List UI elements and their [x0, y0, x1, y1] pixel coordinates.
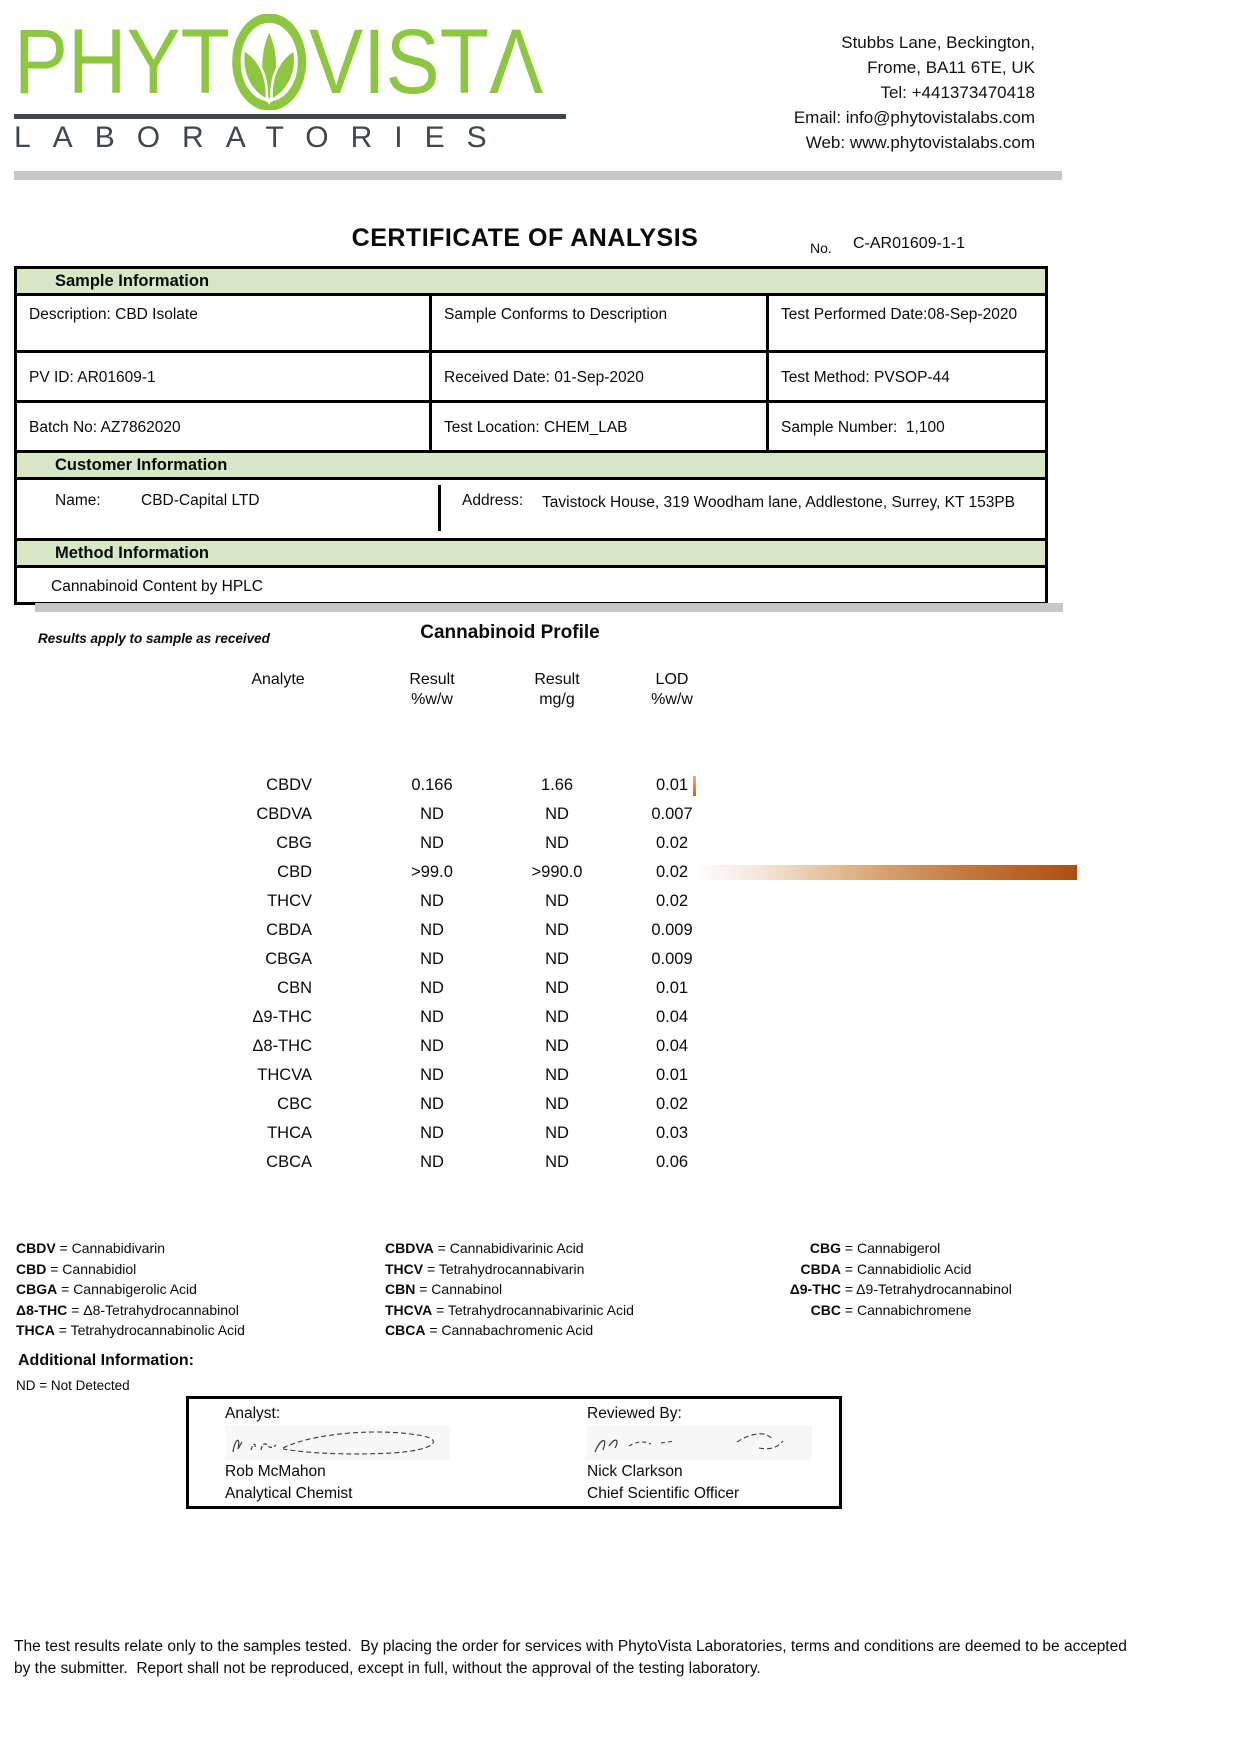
cannabinoid-row — [0, 916, 1240, 945]
cannabinoid-row — [0, 1148, 1240, 1177]
info-table — [14, 266, 1048, 605]
phytovista-logo — [14, 11, 615, 155]
lod-value: 0.01 — [655, 776, 689, 794]
result-percent-value: ND — [420, 1124, 444, 1142]
legend-definition: = Cannabidivarin — [55, 1240, 166, 1256]
logo-text-vista: VISTΛ — [309, 11, 544, 113]
lab-contact-info — [535, 30, 1035, 155]
result-percent-value: ND — [420, 1095, 444, 1113]
reviewer-signature — [587, 1426, 812, 1460]
conformity-cell: Sample Conforms to Description — [432, 296, 769, 350]
cannabinoid-row — [0, 1090, 1240, 1119]
result-mgg-value: ND — [545, 1124, 569, 1142]
cannabinoid-row — [0, 771, 1240, 800]
batch-no-cell: Batch No: AZ7862020 — [17, 403, 432, 450]
result-mgg-value: ND — [545, 834, 569, 852]
received-date-cell: Received Date: 01-Sep-2020 — [432, 353, 769, 400]
lod-value: 0.03 — [655, 1124, 689, 1142]
cannabinoid-row — [0, 1061, 1240, 1090]
legend-abbr: CBD — [16, 1260, 47, 1277]
analyst-role: Analytical Chemist — [225, 1485, 353, 1502]
legend-definition: = Tetrahydrocannabivarin — [423, 1260, 585, 1277]
lod-value: 0.06 — [655, 1153, 689, 1171]
legend-entry — [16, 1279, 245, 1300]
result-percent-value: ND — [420, 1008, 444, 1026]
reviewer-role: Chief Scientific Officer — [587, 1485, 740, 1502]
cbdv-value-bar — [693, 776, 696, 796]
analyte-name: CBC — [277, 1095, 312, 1113]
reviewer-signature-icon — [587, 1426, 812, 1460]
legend-definition: = Cannabinol — [415, 1281, 503, 1297]
legend-abbr: Δ8-THC — [16, 1301, 68, 1318]
legend-definition: = Cannabidiol — [46, 1260, 137, 1277]
sample-information-header: Sample Information — [17, 269, 1045, 296]
sample-info-row-2 — [17, 353, 1045, 403]
analyst-column — [225, 1399, 525, 1506]
legend-entry — [385, 1320, 634, 1341]
customer-name-value: CBD-Capital LTD — [141, 492, 260, 509]
legend-definition: = Cannabidivarinic Acid — [433, 1240, 584, 1256]
results-note: Results apply to sample as received — [38, 631, 270, 646]
analyte-name: THCV — [267, 892, 312, 910]
pv-id-cell: PV ID: AR01609-1 — [17, 353, 432, 400]
reviewer-column — [587, 1399, 827, 1506]
contact-phone: Tel: +441373470418 — [880, 83, 1035, 102]
logo-divider-rule — [14, 114, 566, 119]
analyte-name: THCVA — [257, 1066, 312, 1084]
lod-value: 0.009 — [651, 921, 693, 939]
result-percent-value: ND — [420, 950, 444, 968]
logo-text-phyt: PHYT — [14, 11, 230, 113]
result-percent-value: ND — [420, 805, 444, 823]
customer-address-label: Address: — [462, 492, 524, 509]
legend-entry — [385, 1259, 634, 1280]
result-mgg-value: ND — [545, 921, 569, 939]
result-mgg-value: ND — [545, 950, 569, 968]
contact-email: Email: info@phytovistalabs.com — [793, 108, 1035, 127]
legend-definition: = Tetrahydrocannabivarinic Acid — [432, 1301, 634, 1318]
section-separator-bar — [35, 603, 1063, 612]
legend-abbr: CBCA — [385, 1322, 426, 1338]
legend-abbr: CBN — [385, 1281, 416, 1297]
result-mgg-value: ND — [545, 892, 569, 910]
legend-abbr: CBC — [810, 1301, 841, 1318]
legend-entry — [16, 1238, 245, 1259]
legend-abbr: THCA — [16, 1322, 55, 1338]
legend-entry — [16, 1320, 245, 1341]
test-location-cell: Test Location: CHEM_LAB — [432, 403, 769, 450]
cannabinoid-row — [0, 887, 1240, 916]
customer-name-label: Name: — [55, 492, 101, 509]
legend-entry — [787, 1238, 1012, 1259]
lod-value: 0.02 — [655, 834, 689, 852]
result-mgg-value: ND — [545, 1037, 569, 1055]
result-percent-value: ND — [420, 921, 444, 939]
sample-number-cell: Sample Number: 1,100 — [781, 418, 945, 436]
analyte-header: Analyte — [251, 671, 305, 688]
result-mgg-value: ND — [545, 1153, 569, 1171]
legend-column-2 — [385, 1238, 634, 1341]
cbd-value-gradient-bar — [692, 865, 1077, 880]
cannabinoid-row — [0, 1003, 1240, 1032]
reviewer-name: Nick Clarkson — [587, 1463, 683, 1480]
result-percent-header: Result — [409, 671, 455, 688]
analyst-signature — [225, 1426, 450, 1460]
legend-abbr: CBDA — [800, 1260, 841, 1277]
result-percent-value: ND — [420, 979, 444, 997]
result-percent-unit: %w/w — [411, 691, 453, 708]
result-mgg-value: >990.0 — [531, 863, 583, 881]
cannabinoid-profile-title: Cannabinoid Profile — [420, 622, 600, 643]
legend-definition: = Cannabidiolic Acid — [841, 1260, 972, 1277]
result-mgg-unit: mg/g — [539, 691, 575, 708]
legend-entry — [385, 1279, 634, 1300]
test-performed-date-cell: Test Performed Date:08-Sep-2020 — [781, 306, 1018, 323]
legend-entry — [16, 1259, 245, 1280]
legend-definition: = Cannabigerol — [841, 1240, 941, 1256]
legend-definition: = Tetrahydrocannabinolic Acid — [54, 1322, 245, 1338]
lod-value: 0.01 — [655, 1066, 689, 1084]
lod-value: 0.01 — [655, 979, 689, 997]
analyte-name: CBN — [277, 979, 312, 997]
sample-info-row-3 — [17, 403, 1045, 453]
legend-column-3 — [787, 1238, 1012, 1320]
legend-definition: = Δ9-Tetrahydrocannabinol — [841, 1281, 1012, 1297]
contact-address-line1: Stubbs Lane, Beckington, — [841, 33, 1035, 52]
legend-definition: = Cannabachromenic Acid — [425, 1322, 594, 1338]
legend-definition: = Δ8-Tetrahydrocannabinol — [67, 1301, 239, 1318]
legend-column-1 — [16, 1238, 245, 1341]
disclaimer-text: The test results relate only to the samples tested. By placing the order for services with PhytoVista Laboratories, terms and conditions are deemed to be accepted by the submitter. Report shall not be reproduced, except in full, without the approval of the testing laboratory. — [14, 1638, 1132, 1677]
legend-entry — [385, 1300, 634, 1321]
customer-information-header: Customer Information — [17, 453, 1045, 480]
contact-address-line2: Frome, BA11 6TE, UK — [867, 58, 1035, 77]
lod-unit: %w/w — [651, 691, 693, 708]
legend-entry — [16, 1300, 245, 1321]
analyte-name: CBCA — [266, 1153, 312, 1171]
lod-value: 0.04 — [655, 1037, 689, 1055]
contact-web: Web: www.phytovistalabs.com — [805, 133, 1035, 152]
analyte-name: THCA — [267, 1124, 312, 1142]
analyte-name: CBD — [277, 863, 312, 881]
lod-header: LOD — [655, 671, 689, 688]
method-information-header: Method Information — [17, 541, 1045, 568]
nd-note: ND = Not Detected — [16, 1378, 130, 1393]
result-mgg-value: 1.66 — [540, 776, 574, 794]
cannabinoid-row — [0, 945, 1240, 974]
page-title: CERTIFICATE OF ANALYSIS — [351, 224, 699, 252]
description-cell: Description: CBD Isolate — [17, 296, 432, 350]
legend-entry — [787, 1259, 1012, 1280]
customer-name-cell — [17, 480, 432, 538]
legend-abbr: CBDV — [16, 1240, 56, 1256]
result-mgg-value: ND — [545, 1095, 569, 1113]
additional-information-title: Additional Information: — [18, 1352, 194, 1369]
legend-abbr: CBDVA — [385, 1240, 434, 1256]
logo-laboratories: LABORATORIES — [14, 121, 509, 154]
result-percent-value: 0.166 — [411, 776, 453, 794]
legend-definition: = Cannabichromene — [841, 1301, 972, 1318]
legend-abbr: THCVA — [385, 1301, 433, 1318]
customer-address-value: Tavistock House, 319 Woodham lane, Addlestone, Surrey, KT 153PB — [542, 494, 1016, 511]
analyst-signature-icon — [225, 1426, 450, 1460]
result-percent-value: >99.0 — [411, 863, 453, 881]
legend-abbr: CBG — [809, 1240, 841, 1256]
analyte-name: CBGA — [265, 950, 312, 968]
result-percent-value: ND — [420, 1066, 444, 1084]
customer-address-cell — [432, 480, 1087, 538]
cannabinoid-row — [0, 1119, 1240, 1148]
lod-value: 0.02 — [655, 892, 689, 910]
analyte-name: CBDA — [266, 921, 312, 939]
header-separator-bar — [14, 171, 1062, 180]
certificate-no-value: C-AR01609-1-1 — [853, 235, 966, 252]
result-mgg-value: ND — [545, 979, 569, 997]
legend-definition: = Cannabigerolic Acid — [57, 1281, 197, 1297]
certificate-no-label: No. — [810, 240, 832, 256]
result-mgg-value: ND — [545, 1008, 569, 1026]
result-percent-value: ND — [420, 1037, 444, 1055]
lod-value: 0.007 — [651, 805, 693, 823]
legend-entry — [787, 1279, 1012, 1300]
cannabinoid-row — [0, 1032, 1240, 1061]
result-percent-value: ND — [420, 892, 444, 910]
customer-info-row — [17, 480, 1045, 541]
sample-info-row-1 — [17, 296, 1045, 353]
logo-wordmark — [14, 11, 544, 113]
analyte-name: CBDV — [266, 776, 312, 794]
analyte-name: Δ8-THC — [252, 1037, 312, 1055]
lod-value: 0.02 — [655, 1095, 689, 1113]
legend-abbr: THCV — [385, 1260, 424, 1277]
legend-abbr: Δ9-THC — [789, 1281, 841, 1297]
analyte-name: CBDVA — [256, 805, 312, 823]
result-mgg-value: ND — [545, 1066, 569, 1084]
analyst-label: Analyst: — [225, 1405, 281, 1422]
legend-entry — [787, 1300, 1012, 1321]
result-mgg-value: ND — [545, 805, 569, 823]
leaf-icon — [232, 14, 308, 110]
cannabinoid-row — [0, 800, 1240, 829]
analyst-name: Rob McMahon — [225, 1463, 326, 1480]
legend-abbr: CBGA — [16, 1281, 58, 1297]
method-cell: Cannabinoid Content by HPLC — [51, 578, 263, 595]
analyte-name: Δ9-THC — [252, 1008, 312, 1026]
lod-value: 0.04 — [655, 1008, 689, 1026]
result-percent-value: ND — [420, 834, 444, 852]
cannabinoid-row — [0, 974, 1240, 1003]
legend-entry — [385, 1238, 634, 1259]
reviewer-label: Reviewed By: — [587, 1405, 682, 1422]
lod-value: 0.009 — [651, 950, 693, 968]
customer-cell-divider — [438, 485, 441, 531]
result-mgg-header: Result — [534, 671, 580, 688]
cannabinoid-table-rows — [0, 771, 1240, 1177]
cannabinoid-row — [0, 829, 1240, 858]
result-percent-value: ND — [420, 1153, 444, 1171]
signature-box — [186, 1396, 842, 1509]
lod-value: 0.02 — [655, 863, 689, 881]
analyte-name: CBG — [276, 834, 312, 852]
test-method-cell: Test Method: PVSOP-44 — [781, 368, 950, 386]
